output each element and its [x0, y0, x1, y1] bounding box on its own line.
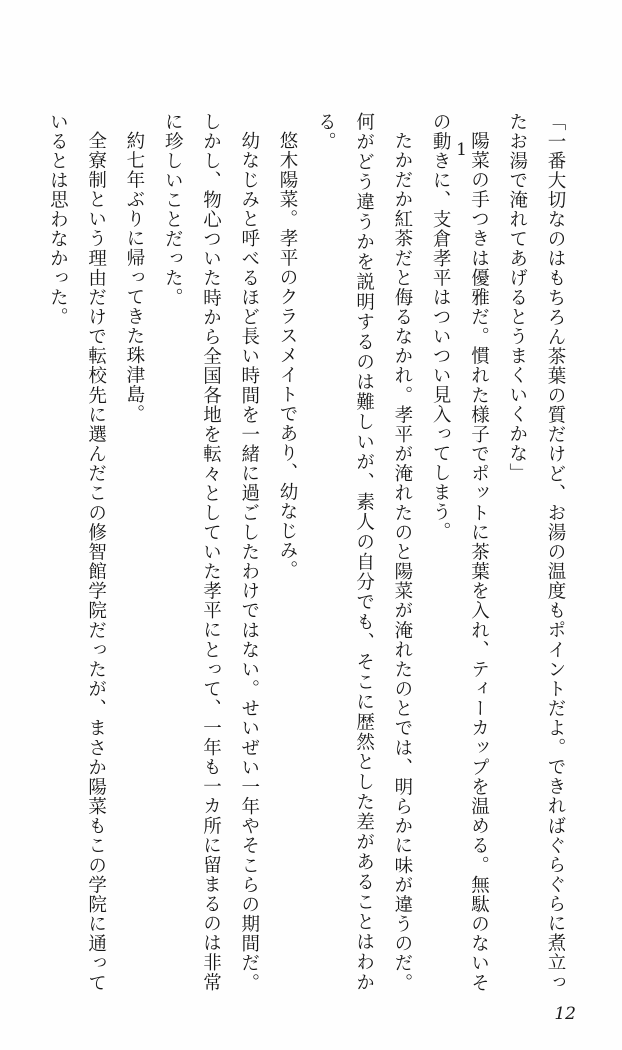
- paragraph-7: 全寮制という理由だけで転校先に選んだこの修智館学院だったが、まさか陽菜もこの学院に通っているとは思わなかった。: [47, 112, 107, 992]
- paragraph-5: 幼なじみと呼べるほど長い時間を一緒に過ごしたわけではない。せいぜい一年やそこらの期間だ。しかし、物心ついた時から全国各地を転々としていた孝平にとって、一年も一カ所に留まるのは非常に珍しいことだった。: [162, 112, 260, 992]
- paragraph-4: 悠木陽菜。孝平のクラスメイトであり、幼なじみ。: [277, 130, 299, 580]
- paragraph-6: 約七年ぶりに帰ってきた珠津島。: [123, 130, 145, 424]
- paragraph-1: 「一番大切なのはもちろん茶葉の質だけど、お湯の温度もポイントだよ。できればぐらぐらに煮立ったお湯で淹れてあげるとうまくいくかな」: [506, 112, 566, 992]
- paragraph-2: 陽菜の手つきは優雅だ。慣れた様子でポットに茶葉を入れ、ティーカップを温める。無駄のないその動きに、支倉孝平はついつい見入ってしまう。: [430, 112, 490, 992]
- page-text-body: [47, 112, 574, 992]
- paragraph-3: たかだか紅茶だと侮るなかれ。孝平が淹れたのと陽菜が淹れたのとでは、明らかに味が違うのだ。何がどう違うかを説明するのは難しいが、素人の自分でも、そこに歴然とした差があることはわかる。: [315, 112, 413, 992]
- chapter-number: 1: [456, 140, 467, 160]
- page-number: 12: [554, 1004, 576, 1024]
